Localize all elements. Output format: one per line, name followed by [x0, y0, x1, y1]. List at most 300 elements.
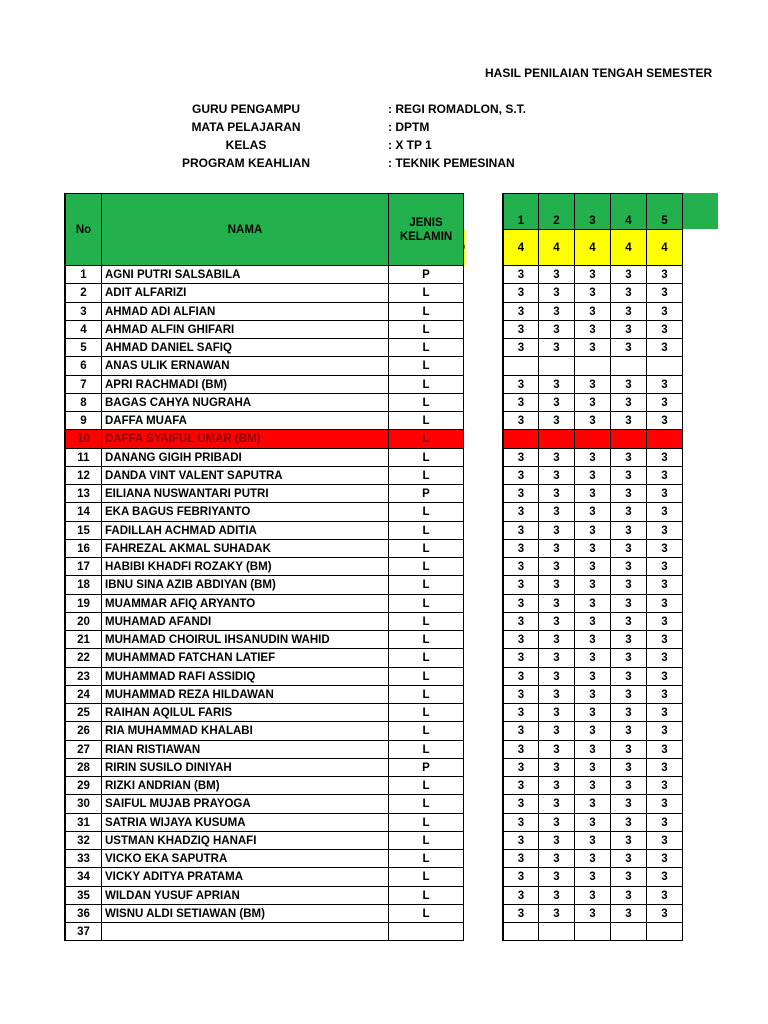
row-number: 6	[66, 357, 101, 375]
row-score: 3	[647, 668, 682, 685]
row-skor	[464, 284, 465, 302]
row-score: 3	[647, 686, 682, 703]
row-skor	[464, 485, 465, 502]
row-score: 3	[539, 722, 574, 740]
row-score: 3	[611, 814, 646, 831]
row-score: 3	[539, 777, 574, 794]
row-score: 3	[647, 759, 682, 776]
row-score: 3	[647, 649, 682, 667]
row-score: 3	[647, 412, 682, 429]
row-score: 3	[504, 868, 538, 886]
row-score	[575, 357, 610, 375]
row-score: 3	[504, 595, 538, 612]
row-score: 3	[611, 777, 646, 794]
row-gender: L	[389, 668, 463, 685]
row-score: 3	[611, 631, 646, 648]
row-score: 3	[504, 887, 538, 904]
row-score: 3	[539, 284, 574, 302]
header-question-top	[647, 194, 682, 212]
row-skor	[464, 777, 465, 794]
row-skor	[464, 576, 465, 594]
row-score: 3	[504, 376, 538, 393]
row-score: 3	[504, 339, 538, 356]
row-skor	[464, 905, 465, 922]
row-name: RIRIN SUSILO DINIYAH	[102, 759, 388, 776]
row-gender: L	[389, 357, 463, 375]
row-skor	[464, 266, 465, 283]
row-score: 3	[504, 850, 538, 867]
row-score: 3	[539, 394, 574, 411]
row-gender: L	[389, 412, 463, 429]
row-score: 3	[504, 777, 538, 794]
row-number: 5	[66, 339, 101, 356]
row-score: 3	[539, 503, 574, 521]
row-score: 3	[575, 503, 610, 521]
row-gender: L	[389, 376, 463, 393]
row-number: 24	[66, 686, 101, 703]
row-score: 3	[647, 266, 682, 283]
row-skor	[464, 795, 465, 813]
row-score: 3	[539, 759, 574, 776]
row-skor	[464, 759, 465, 776]
row-name: ANAS ULIK ERNAWAN	[102, 357, 388, 375]
row-score: 3	[575, 668, 610, 685]
row-score: 3	[611, 795, 646, 813]
row-number: 17	[66, 558, 101, 575]
row-number: 37	[66, 923, 101, 940]
row-name: MUHAMAD CHOIRUL IHSANUDIN WAHID	[102, 631, 388, 648]
row-score: 3	[575, 649, 610, 667]
row-score: 3	[647, 540, 682, 557]
row-score: 3	[647, 905, 682, 922]
row-score: 3	[611, 558, 646, 575]
row-score	[575, 923, 610, 940]
row-score: 3	[647, 449, 682, 466]
row-name: VICKO EKA SAPUTRA	[102, 850, 388, 867]
row-number: 35	[66, 887, 101, 904]
row-score: 3	[539, 704, 574, 721]
row-score: 3	[575, 704, 610, 721]
row-score: 3	[539, 868, 574, 886]
row-score: 3	[575, 540, 610, 557]
row-skor	[464, 850, 465, 867]
row-gender: L	[389, 449, 463, 466]
row-gender: L	[389, 686, 463, 703]
row-score: 3	[647, 887, 682, 904]
row-score: 3	[575, 595, 610, 612]
row-score	[575, 430, 610, 448]
row-skor	[464, 868, 465, 886]
row-name: USTMAN KHADZIQ HANAFI	[102, 832, 388, 849]
row-score: 3	[539, 467, 574, 484]
info-value: : X TP 1	[388, 138, 432, 152]
row-score: 3	[539, 321, 574, 338]
row-score: 3	[575, 284, 610, 302]
row-gender: L	[389, 522, 463, 539]
row-score: 3	[575, 303, 610, 320]
row-number: 33	[66, 850, 101, 867]
row-gender: L	[389, 430, 463, 448]
header-question-number: 4	[611, 212, 646, 229]
row-number: 16	[66, 540, 101, 557]
row-score: 3	[504, 284, 538, 302]
row-name: RAIHAN AQILUL FARIS	[102, 704, 388, 721]
row-score	[647, 430, 682, 448]
info-value: : TEKNIK PEMESINAN	[388, 156, 515, 170]
row-name: AHMAD ALFIN GHIFARI	[102, 321, 388, 338]
row-number: 4	[66, 321, 101, 338]
row-score: 3	[611, 412, 646, 429]
row-score: 3	[647, 704, 682, 721]
header-jenis-kelamin: JENIS KELAMIN	[389, 194, 463, 265]
row-score: 3	[647, 814, 682, 831]
row-number: 2	[66, 284, 101, 302]
row-skor	[464, 430, 465, 448]
row-score: 3	[611, 741, 646, 758]
header-question-top	[504, 194, 538, 212]
row-number: 27	[66, 741, 101, 758]
row-score: 3	[575, 887, 610, 904]
row-score: 3	[539, 649, 574, 667]
row-skor	[464, 832, 465, 849]
row-score: 3	[539, 631, 574, 648]
row-score: 3	[504, 576, 538, 594]
row-name: HABIBI KHADFI ROZAKY (BM)	[102, 558, 388, 575]
row-name: DANDA VINT VALENT SAPUTRA	[102, 467, 388, 484]
row-score: 3	[504, 704, 538, 721]
row-skor	[464, 503, 465, 521]
row-score: 3	[647, 503, 682, 521]
row-skor	[464, 814, 465, 831]
row-score: 3	[504, 449, 538, 466]
row-gender: L	[389, 722, 463, 740]
row-score: 3	[575, 741, 610, 758]
row-skor	[464, 686, 465, 703]
row-score: 3	[611, 649, 646, 667]
header-no: No	[66, 194, 101, 265]
row-score	[539, 357, 574, 375]
row-skor	[464, 631, 465, 648]
info-label: GURU PENGAMPU	[191, 102, 300, 116]
row-score: 3	[539, 905, 574, 922]
row-score: 3	[647, 522, 682, 539]
row-gender: L	[389, 741, 463, 758]
row-score: 3	[647, 394, 682, 411]
row-score: 3	[611, 832, 646, 849]
row-score: 3	[647, 595, 682, 612]
row-gender: L	[389, 321, 463, 338]
row-skor	[464, 449, 465, 466]
row-score: 3	[575, 485, 610, 502]
row-number: 36	[66, 905, 101, 922]
row-number: 31	[66, 814, 101, 831]
row-score: 3	[504, 649, 538, 667]
row-score: 3	[504, 832, 538, 849]
row-skor	[464, 394, 465, 411]
row-score: 3	[575, 795, 610, 813]
row-score: 3	[575, 522, 610, 539]
row-score: 3	[647, 795, 682, 813]
row-number: 32	[66, 832, 101, 849]
row-score: 3	[575, 467, 610, 484]
row-skor	[464, 522, 465, 539]
row-number: 18	[66, 576, 101, 594]
row-number: 29	[66, 777, 101, 794]
row-score: 3	[504, 558, 538, 575]
row-score: 3	[504, 631, 538, 648]
row-number: 15	[66, 522, 101, 539]
row-gender: L	[389, 303, 463, 320]
row-score: 3	[647, 339, 682, 356]
row-score: 3	[504, 668, 538, 685]
row-score: 3	[611, 522, 646, 539]
row-score: 3	[504, 722, 538, 740]
row-skor	[464, 613, 465, 630]
row-name: VICKY ADITYA PRATAMA	[102, 868, 388, 886]
row-score: 3	[575, 905, 610, 922]
row-score: 3	[575, 631, 610, 648]
header-question-number: 5	[647, 212, 682, 229]
row-score: 3	[539, 522, 574, 539]
row-name: FAHREZAL AKMAL SUHADAK	[102, 540, 388, 557]
row-score: 3	[539, 376, 574, 393]
header-green-band	[682, 193, 718, 229]
header-question-top	[611, 194, 646, 212]
row-score: 3	[647, 832, 682, 849]
row-number: 20	[66, 613, 101, 630]
row-name: EKA BAGUS FEBRIYANTO	[102, 503, 388, 521]
row-score: 3	[575, 868, 610, 886]
row-score: 3	[647, 467, 682, 484]
row-score: 3	[611, 613, 646, 630]
row-number: 9	[66, 412, 101, 429]
info-value: : DPTM	[388, 120, 430, 134]
row-score	[611, 357, 646, 375]
row-score: 3	[539, 850, 574, 867]
row-skor	[464, 649, 465, 667]
row-skor	[464, 704, 465, 721]
row-score: 3	[647, 613, 682, 630]
row-gender: L	[389, 394, 463, 411]
row-score: 3	[539, 303, 574, 320]
row-score: 3	[539, 558, 574, 575]
row-score: 3	[539, 832, 574, 849]
header-max-score: 4	[575, 230, 610, 265]
header-question-number: 2	[539, 212, 574, 229]
row-score: 3	[611, 905, 646, 922]
row-skor	[464, 595, 465, 612]
row-score: 3	[611, 449, 646, 466]
row-name: AHMAD ADI ALFIAN	[102, 303, 388, 320]
row-score: 3	[504, 905, 538, 922]
row-skor	[464, 722, 465, 740]
row-number: 21	[66, 631, 101, 648]
row-name: WISNU ALDI SETIAWAN (BM)	[102, 905, 388, 922]
row-gender: L	[389, 613, 463, 630]
row-score: 3	[539, 814, 574, 831]
row-score: 3	[611, 759, 646, 776]
row-name: BAGAS CAHYA NUGRAHA	[102, 394, 388, 411]
row-score: 3	[575, 576, 610, 594]
row-name: AHMAD DANIEL SAFIQ	[102, 339, 388, 356]
row-number: 28	[66, 759, 101, 776]
row-score: 3	[539, 795, 574, 813]
header-max-score: 4	[504, 230, 538, 265]
row-score: 3	[647, 284, 682, 302]
row-score: 3	[539, 613, 574, 630]
row-score: 3	[611, 540, 646, 557]
row-number: 22	[66, 649, 101, 667]
row-skor	[464, 321, 465, 338]
row-score: 3	[611, 376, 646, 393]
report-title: HASIL PENILAIAN TENGAH SEMESTER	[485, 66, 713, 80]
row-score	[611, 430, 646, 448]
row-score: 3	[504, 759, 538, 776]
info-label: PROGRAM KEAHLIAN	[182, 156, 310, 170]
row-score: 3	[504, 412, 538, 429]
row-score: 3	[504, 266, 538, 283]
row-score: 3	[647, 741, 682, 758]
row-name: RIAN RISTIAWAN	[102, 741, 388, 758]
row-score: 3	[611, 668, 646, 685]
row-score: 3	[504, 503, 538, 521]
row-score: 3	[611, 321, 646, 338]
row-score: 3	[647, 485, 682, 502]
row-name: RIA MUHAMMAD KHALABI	[102, 722, 388, 740]
row-number: 11	[66, 449, 101, 466]
row-name: MUHAMAD AFANDI	[102, 613, 388, 630]
row-score	[504, 923, 538, 940]
row-score: 3	[575, 759, 610, 776]
row-score: 3	[611, 394, 646, 411]
row-name: AGNI PUTRI SALSABILA	[102, 266, 388, 283]
row-score: 3	[611, 595, 646, 612]
row-score: 3	[504, 303, 538, 320]
row-skor	[464, 668, 465, 685]
info-label: KELAS	[225, 138, 267, 152]
row-gender: L	[389, 704, 463, 721]
row-score: 3	[539, 266, 574, 283]
row-number: 12	[66, 467, 101, 484]
row-name: MUAMMAR AFIQ ARYANTO	[102, 595, 388, 612]
header-max-score: 4	[647, 230, 682, 265]
row-score: 3	[575, 321, 610, 338]
row-name: RIZKI ANDRIAN (BM)	[102, 777, 388, 794]
row-number: 25	[66, 704, 101, 721]
row-gender: L	[389, 777, 463, 794]
row-score: 3	[504, 540, 538, 557]
header-question-number: 1	[504, 212, 538, 229]
row-score: 3	[504, 394, 538, 411]
info-label: MATA PELAJARAN	[191, 120, 301, 134]
row-score: 3	[611, 686, 646, 703]
row-score: 3	[611, 868, 646, 886]
row-skor	[464, 741, 465, 758]
row-gender: P	[389, 759, 463, 776]
row-skor	[464, 357, 465, 375]
row-gender: L	[389, 832, 463, 849]
row-name: DAFFA MUAFA	[102, 412, 388, 429]
row-gender: L	[389, 595, 463, 612]
row-skor	[464, 558, 465, 575]
row-score: 3	[504, 814, 538, 831]
row-gender: L	[389, 850, 463, 867]
row-score: 3	[504, 613, 538, 630]
row-gender: P	[389, 266, 463, 283]
row-score: 3	[539, 686, 574, 703]
row-score: 3	[504, 321, 538, 338]
row-gender: L	[389, 503, 463, 521]
row-gender: L	[389, 905, 463, 922]
row-score: 3	[539, 741, 574, 758]
row-score: 3	[504, 795, 538, 813]
row-gender: L	[389, 887, 463, 904]
row-name: WILDAN YUSUF APRIAN	[102, 887, 388, 904]
row-number: 10	[66, 430, 101, 448]
row-score: 3	[539, 412, 574, 429]
row-gender: L	[389, 576, 463, 594]
row-score: 3	[611, 503, 646, 521]
row-score: 3	[575, 814, 610, 831]
row-score: 3	[539, 576, 574, 594]
row-score: 3	[504, 522, 538, 539]
row-score: 3	[504, 741, 538, 758]
row-name	[102, 923, 388, 940]
row-score: 3	[611, 266, 646, 283]
row-skor	[464, 467, 465, 484]
row-skor	[464, 303, 465, 320]
row-gender: L	[389, 467, 463, 484]
header-question-top	[539, 194, 574, 212]
row-score: 3	[575, 850, 610, 867]
row-score	[504, 430, 538, 448]
row-name: IBNU SINA AZIB ABDIYAN (BM)	[102, 576, 388, 594]
info-value: : REGI ROMADLON, S.T.	[388, 102, 526, 116]
header-question-number: 3	[575, 212, 610, 229]
row-name: EILIANA NUSWANTARI PUTRI	[102, 485, 388, 502]
header-nama: NAMA	[102, 194, 388, 265]
row-number: 1	[66, 266, 101, 283]
row-name: SAIFUL MUJAB PRAYOGA	[102, 795, 388, 813]
row-score: 3	[575, 686, 610, 703]
row-score	[647, 923, 682, 940]
row-score: 3	[504, 485, 538, 502]
row-score: 3	[647, 558, 682, 575]
row-gender: L	[389, 540, 463, 557]
row-skor	[464, 923, 465, 940]
row-score: 3	[647, 850, 682, 867]
header-question-top	[575, 194, 610, 212]
row-score: 3	[611, 576, 646, 594]
row-score	[539, 430, 574, 448]
row-score: 3	[611, 850, 646, 867]
row-score: 3	[611, 467, 646, 484]
row-number: 13	[66, 485, 101, 502]
row-gender: L	[389, 795, 463, 813]
row-score: 3	[539, 540, 574, 557]
row-score: 3	[611, 722, 646, 740]
row-number: 14	[66, 503, 101, 521]
row-number: 34	[66, 868, 101, 886]
row-gender: L	[389, 649, 463, 667]
row-score: 3	[539, 485, 574, 502]
row-score: 3	[647, 321, 682, 338]
row-name: DAFFA SYAIFUL UMAR (BM)	[102, 430, 388, 448]
row-score: 3	[575, 832, 610, 849]
header-skor	[464, 230, 465, 265]
row-score: 3	[611, 887, 646, 904]
row-score: 3	[647, 631, 682, 648]
